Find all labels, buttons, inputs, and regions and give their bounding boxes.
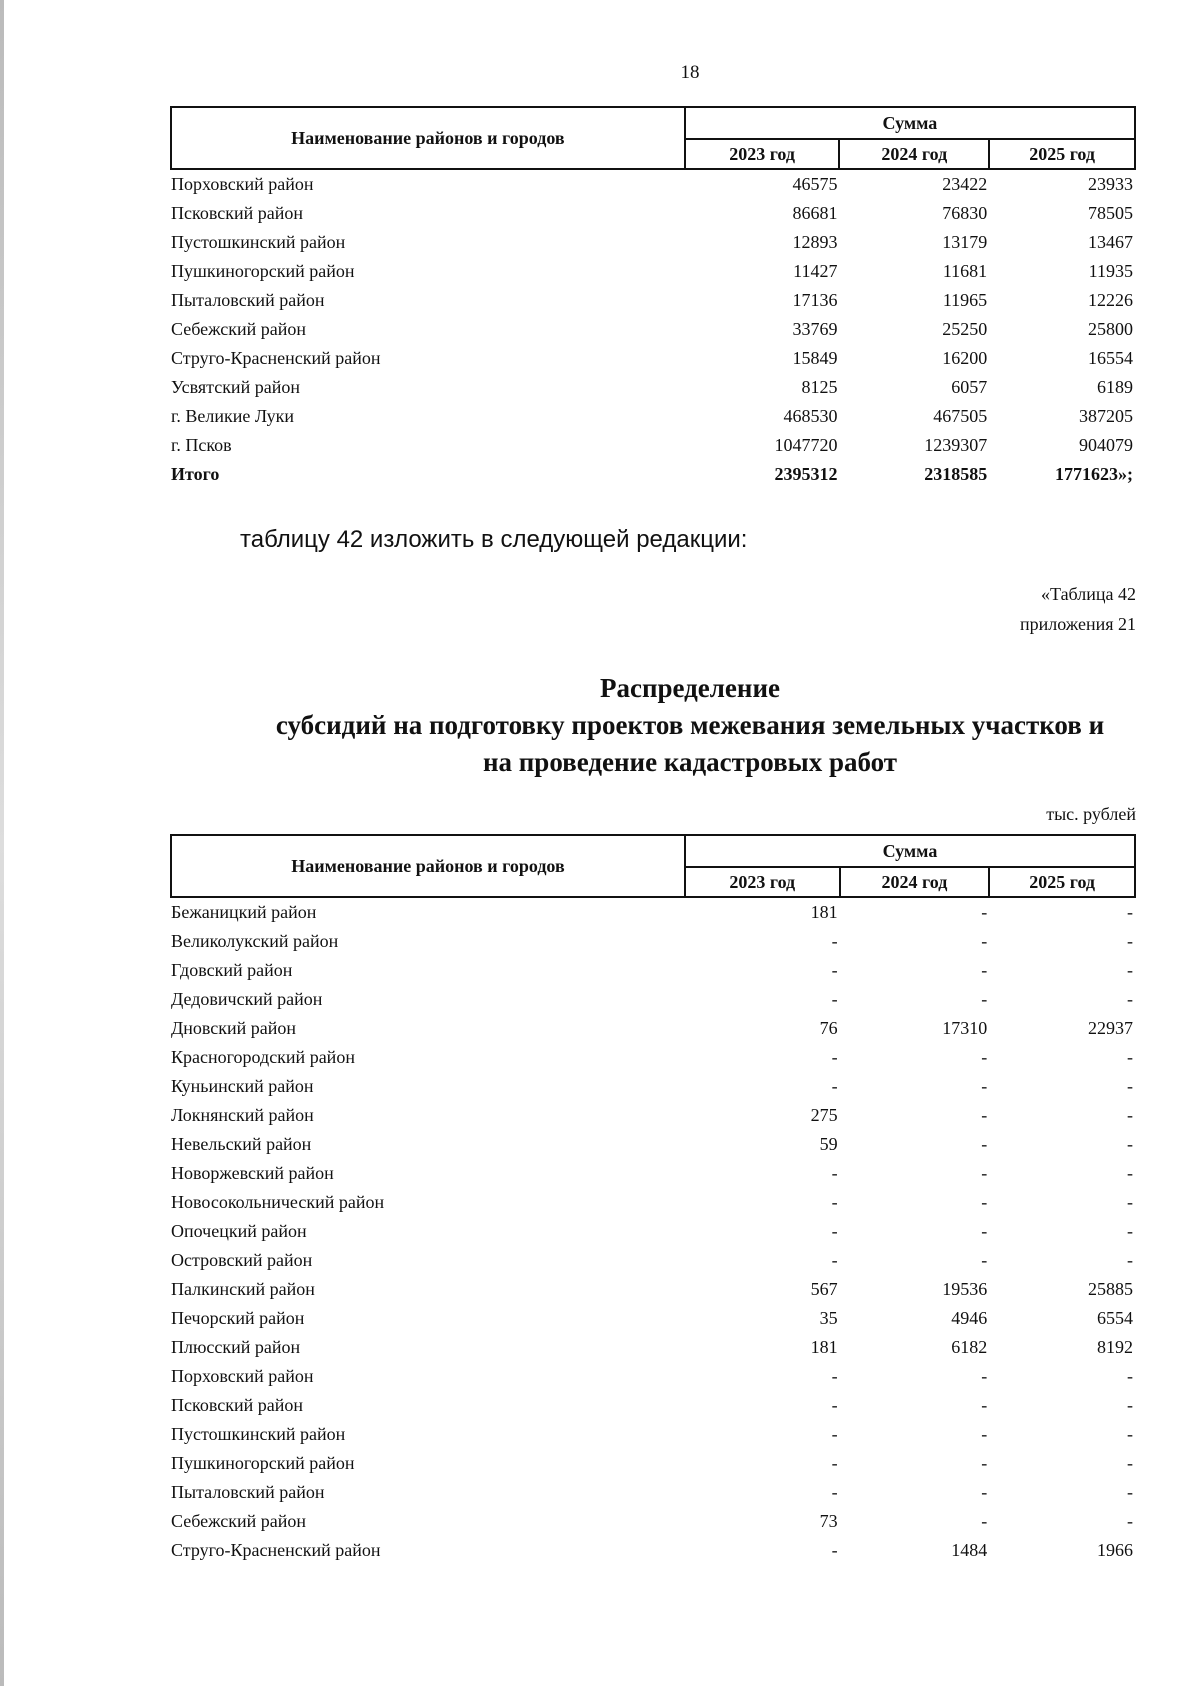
table-row (171, 169, 1135, 199)
amount-cell: - (1127, 989, 1133, 1009)
table-row (171, 1159, 1135, 1188)
district-name: Великолукский район (171, 931, 339, 951)
amount-cell: - (981, 1424, 988, 1444)
table-row (171, 286, 1135, 315)
district-name: Себежский район (171, 1511, 306, 1531)
table-row (171, 1014, 1135, 1043)
district-name: Локнянский район (171, 1105, 314, 1125)
amount-cell: 6554 (1097, 1308, 1133, 1328)
table-row (171, 897, 1135, 927)
district-name: Порховский район (171, 174, 314, 194)
table-row (171, 199, 1135, 228)
amount-cell: 1239307 (924, 435, 988, 455)
amount-cell: 19536 (942, 1279, 988, 1299)
amount-cell: 17136 (792, 290, 838, 310)
district-name: Пыталовский район (171, 290, 325, 310)
amount-cell: - (1127, 1076, 1133, 1096)
page-number: 18 (680, 62, 700, 83)
district-name: Пустошкинский район (171, 1424, 346, 1444)
header-year: 2025 год (989, 867, 1135, 897)
amount-cell: - (1127, 1511, 1133, 1531)
amount-cell: - (1127, 1163, 1133, 1183)
table-row (171, 1130, 1135, 1159)
amount-cell: - (831, 1453, 838, 1473)
amount-cell: - (1127, 1366, 1133, 1386)
table-row (171, 1362, 1135, 1391)
amount-cell: 46575 (792, 174, 838, 194)
amount-cell: - (831, 1163, 838, 1183)
scan-edge (0, 0, 4, 1686)
amount-cell: - (831, 1366, 838, 1386)
header-year: 2023 год (685, 139, 840, 169)
district-name: Гдовский район (171, 960, 293, 980)
amount-cell: 467505 (933, 406, 988, 426)
amount-cell: - (981, 1192, 988, 1212)
amount-cell: - (831, 1424, 838, 1444)
amount-cell: - (1127, 1047, 1133, 1067)
table-row (171, 1217, 1135, 1246)
header-name: Наименование районов и городов (171, 835, 685, 897)
table-row (171, 228, 1135, 257)
amount-cell: - (831, 1076, 838, 1096)
table-row (171, 373, 1135, 402)
amount-cell: 275 (810, 1105, 838, 1125)
amount-cell: - (1127, 960, 1133, 980)
amount-cell: - (981, 1134, 988, 1154)
amount-cell: - (1127, 931, 1133, 951)
amount-cell: - (831, 931, 838, 951)
amount-cell: 11935 (1088, 261, 1133, 281)
district-name: Невельский район (171, 1134, 312, 1154)
amount-cell: 468530 (783, 406, 838, 426)
amount-cell: - (1127, 1134, 1133, 1154)
table-row (171, 1246, 1135, 1275)
table-row (171, 1449, 1135, 1478)
amount-cell: - (1127, 1453, 1133, 1473)
amount-cell: 23933 (1088, 174, 1133, 194)
amount-cell: - (831, 1482, 838, 1502)
amount-cell: - (831, 1250, 838, 1270)
amount-cell: - (981, 931, 988, 951)
amount-cell: 904079 (1079, 435, 1133, 455)
instruction-text: таблицу 42 изложить в следующей редакции: (240, 526, 748, 553)
table-row (171, 402, 1135, 431)
district-name: Дновский район (171, 1018, 297, 1038)
district-name: Островский район (171, 1250, 313, 1270)
table-row (171, 1275, 1135, 1304)
appendix-label: приложения 21 (1019, 614, 1136, 634)
table-row (171, 1478, 1135, 1507)
amount-cell: 33769 (792, 319, 838, 339)
amount-cell: 1966 (1097, 1540, 1133, 1560)
amount-cell: 17310 (942, 1018, 988, 1038)
amount-cell: - (1127, 1395, 1133, 1415)
amount-cell: - (831, 1192, 838, 1212)
header-sum: Сумма (685, 835, 1135, 867)
amount-cell: - (981, 1221, 988, 1241)
amount-cell: 181 (810, 902, 838, 922)
amount-cell: 8192 (1097, 1337, 1133, 1357)
district-name: Пустошкинский район (171, 232, 346, 252)
district-name: Пушкиногорский район (171, 261, 355, 281)
amount-cell: - (1127, 902, 1133, 922)
amount-cell: - (831, 960, 838, 980)
header-sum: Сумма (685, 107, 1135, 139)
amount-cell: 16554 (1088, 348, 1133, 368)
header-year: 2023 год (685, 867, 840, 897)
amount-cell: 15849 (792, 348, 838, 368)
amount-cell: 6182 (951, 1337, 988, 1357)
amount-cell: 4946 (951, 1308, 988, 1328)
amount-cell: 16200 (942, 348, 988, 368)
amount-cell: - (981, 1076, 988, 1096)
amount-cell: 6189 (1097, 377, 1133, 397)
amount-cell: 181 (810, 1337, 838, 1357)
header-name: Наименование районов и городов (171, 107, 685, 169)
district-name: Новосокольнический район (171, 1192, 385, 1212)
district-name: Псковский район (171, 203, 303, 223)
amount-cell: 11427 (793, 261, 838, 281)
district-name: Палкинский район (171, 1279, 315, 1299)
district-name: Печорский район (171, 1308, 305, 1328)
amount-cell: 76830 (942, 203, 988, 223)
amount-cell: - (981, 1453, 988, 1473)
amount-cell: 22937 (1088, 1018, 1133, 1038)
amount-cell: 25800 (1088, 319, 1133, 339)
header-year: 2024 год (840, 867, 990, 897)
amount-cell: 59 (819, 1134, 838, 1154)
amount-cell: - (981, 902, 988, 922)
table-row (171, 344, 1135, 373)
amount-cell: 13179 (942, 232, 988, 252)
amount-cell: - (1127, 1482, 1133, 1502)
amount-cell: - (1127, 1192, 1133, 1212)
amount-cell: 25250 (942, 319, 988, 339)
amount-cell: - (981, 1395, 988, 1415)
table-row (171, 431, 1135, 460)
district-name: Бежаницкий район (171, 902, 317, 922)
amount-cell: 25885 (1088, 1279, 1133, 1299)
amount-cell: 567 (810, 1279, 838, 1299)
total-row (171, 460, 1135, 489)
table-42 (170, 834, 1136, 1565)
table-label: «Таблица 42 (1041, 584, 1136, 604)
amount-cell: - (981, 1105, 988, 1125)
title-line: Распределение (599, 673, 781, 703)
amount-cell: - (981, 989, 988, 1009)
table-row (171, 1304, 1135, 1333)
table-row (171, 956, 1135, 985)
district-name: Новоржевский район (171, 1163, 334, 1183)
amount-cell: - (831, 989, 838, 1009)
table-row (171, 1333, 1135, 1362)
district-name: г. Псков (171, 435, 232, 455)
header-year: 2025 год (989, 139, 1135, 169)
document-title (0, 670, 1200, 781)
amount-cell: 13467 (1088, 232, 1133, 252)
amount-cell: 387205 (1079, 406, 1133, 426)
table-row (171, 315, 1135, 344)
amount-cell: - (1127, 1105, 1133, 1125)
title-line: на проведение кадастровых работ (482, 747, 898, 777)
district-name: Порховский район (171, 1366, 314, 1386)
district-name: Пушкиногорский район (171, 1453, 355, 1473)
district-name: Псковский район (171, 1395, 303, 1415)
amount-cell: 1484 (951, 1540, 988, 1560)
amount-cell: - (831, 1540, 838, 1560)
table-row (171, 1507, 1135, 1536)
table-row (171, 1420, 1135, 1449)
amount-cell: 73 (819, 1511, 838, 1531)
table-row (171, 1391, 1135, 1420)
amount-cell: 1771623»; (1055, 464, 1133, 484)
amount-cell: 6057 (951, 377, 988, 397)
district-name: г. Великие Луки (171, 406, 294, 426)
table-row (171, 985, 1135, 1014)
amount-cell: - (831, 1395, 838, 1415)
district-name: Себежский район (171, 319, 306, 339)
table-row (171, 1072, 1135, 1101)
district-name: Дедовичский район (171, 989, 323, 1009)
district-name: Усвятский район (171, 377, 300, 397)
table-body (171, 169, 1135, 489)
amount-cell: 76 (819, 1018, 838, 1038)
table-body (171, 897, 1135, 1565)
district-name: Куньинский район (171, 1076, 314, 1096)
amount-cell: 12893 (792, 232, 838, 252)
amount-cell: - (831, 1047, 838, 1067)
district-name: Красногородский район (171, 1047, 355, 1067)
table-row (171, 1101, 1135, 1130)
amount-cell: 1047720 (774, 435, 838, 455)
table-row (171, 1536, 1135, 1565)
amount-cell: 23422 (942, 174, 988, 194)
amount-cell: - (981, 1366, 988, 1386)
amount-cell: 2395312 (774, 464, 838, 484)
amount-cell: 12226 (1088, 290, 1133, 310)
amount-cell: - (981, 960, 988, 980)
amount-cell: - (981, 1511, 988, 1531)
amount-cell: 2318585 (924, 464, 988, 484)
table-row (171, 257, 1135, 286)
district-name: Плюсский район (171, 1337, 301, 1357)
district-name: Опочецкий район (171, 1221, 307, 1241)
amount-cell: - (981, 1250, 988, 1270)
amount-cell: 78505 (1088, 203, 1133, 223)
amount-cell: - (981, 1047, 988, 1067)
amount-cell: - (1127, 1221, 1133, 1241)
amount-cell: 11681 (942, 261, 988, 281)
amount-cell: 8125 (801, 377, 838, 397)
district-name: Струго-Красненский район (171, 348, 381, 368)
table-row (171, 1043, 1135, 1072)
amount-cell: - (1127, 1424, 1133, 1444)
table-row (171, 927, 1135, 956)
table-previous (170, 106, 1136, 489)
units-label: тыс. рублей (1046, 804, 1136, 824)
table-row (171, 1188, 1135, 1217)
amount-cell: - (831, 1221, 838, 1241)
amount-cell: 11965 (942, 290, 988, 310)
header-year: 2024 год (839, 139, 989, 169)
amount-cell: 35 (819, 1308, 838, 1328)
amount-cell: - (981, 1482, 988, 1502)
district-name: Итого (171, 464, 220, 484)
amount-cell: - (1127, 1250, 1133, 1270)
title-line: субсидий на подготовку проектов межевания земельных участков и (275, 710, 1105, 740)
district-name: Пыталовский район (171, 1482, 325, 1502)
amount-cell: - (981, 1163, 988, 1183)
district-name: Струго-Красненский район (171, 1540, 381, 1560)
amount-cell: 86681 (792, 203, 838, 223)
